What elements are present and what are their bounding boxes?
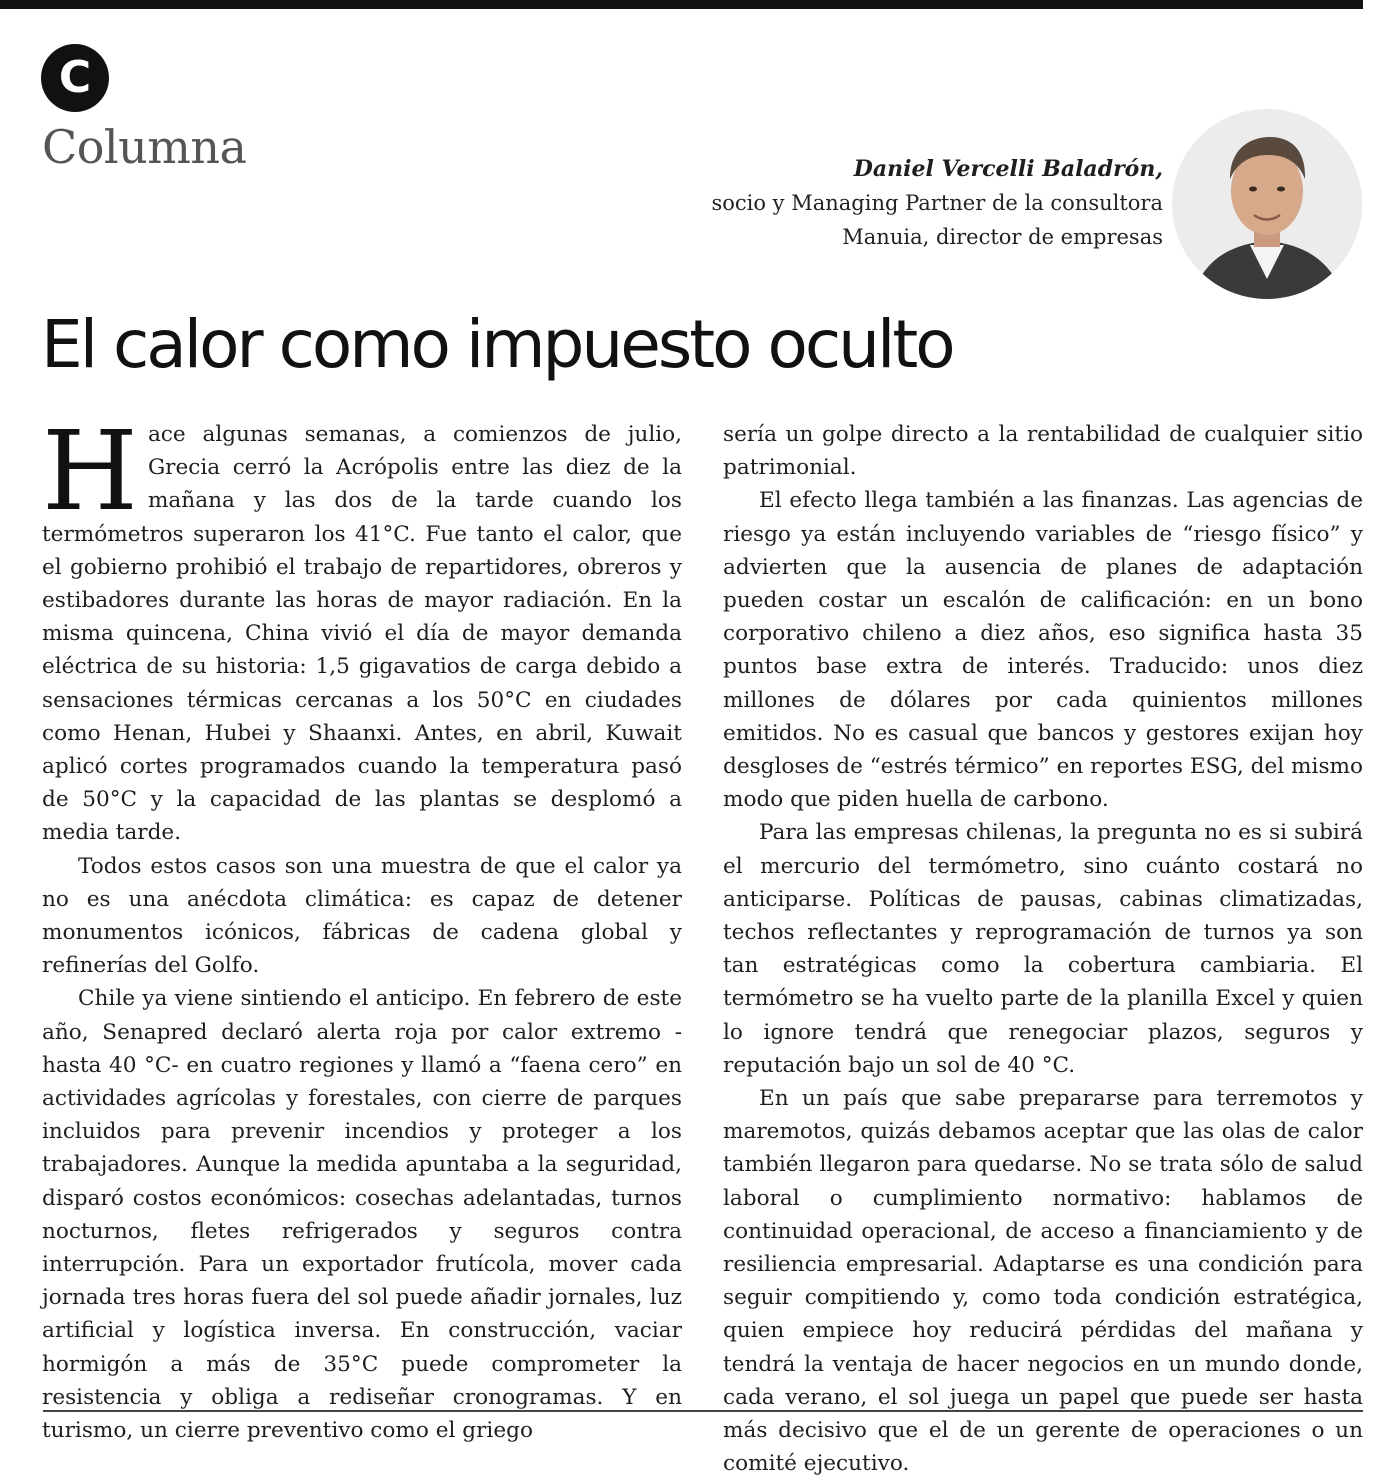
author-role-line1: socio y Managing Partner de la consultora xyxy=(711,191,1163,215)
author-photo xyxy=(1172,109,1362,299)
paragraph-5: Para las empresas chilenas, la pregunta no es si subirá el mercurio del termómetro, sino cuánto costará no anticiparse. Políticas de pausas, cabinas climatizadas, techos reflectantes y reprogramación de turnos ya son tan estratégicas como la cobertura cambiaria. El termómetro se ha vuelto parte de la planilla Excel y quien lo ignore tendrá que renegociar plazos, seguros y reputación bajo un sol de 40 °C. xyxy=(723,820,1363,1078)
article-column-right xyxy=(723,418,1363,1481)
paragraph-1 xyxy=(42,407,682,850)
author-portrait-icon xyxy=(1172,109,1362,299)
drop-cap: H xyxy=(42,407,138,535)
top-rule xyxy=(0,0,1363,9)
paragraph-3: Chile ya viene sintiendo el anticipo. En febrero de este año, Senapred declaró alerta roja por calor extremo -hasta 40 °C- en cuatro regiones y llamó a “faena cero” en actividades agrícolas y forestales, con cierre de parques incluidos para prevenir incendios y proteger a los trabajadores. Aunque la medida apuntaba a la seguridad, disparó costos económicos: cosechas adelantadas, turnos nocturnos, fletes refrigerados y seguros contra interrupción. Para un exportador frutícola, mover cada jornada tres horas fuera del sol puede añadir jornales, luz artificial y logística inversa. En construcción, vaciar hormigón a más de 35°C puede comprometer la resistencia y obliga a rediseñar cronogramas. Y en turismo, un cierre preventivo como el griego xyxy=(42,986,682,1444)
bottom-rule xyxy=(43,1410,1363,1412)
author-byline xyxy=(523,152,1163,254)
section-label: Columna xyxy=(42,120,247,174)
article-column-left xyxy=(42,407,682,1447)
paragraph-4: El efecto llega también a las finanzas. Las agencias de riesgo ya están incluyendo variables de “riesgo físico” y advierten que la ausencia de planes de adaptación pueden costar un escalón de calificación: en un bono corporativo chileno a diez años, eso significa hasta 35 puntos base extra de interés. Traducido: unos diez millones de dólares por cada quinientos millones emitidos. No es casual que bancos y gestores exijan hoy desgloses de “estrés térmico” en reportes ESG, del mismo modo que piden huella de carbono. xyxy=(723,488,1363,813)
paragraph-1-text: ace algunas semanas, a comienzos de julio, Grecia cerró la Acrópolis entre las diez de la mañana y las dos de la tarde cuando los termómetros superaron los 41°C. Fue tanto el calor, que el gobierno prohibió el trabajo de repartidores, obreros y estibadores durante las horas de mayor radiación. En la misma quincena, China vivió el día de mayor demanda eléctrica de su historia: 1,5 gigavatios de carga debido a sensaciones térmicas cercanas a los 50°C en ciudades como Henan, Hubei y Shaanxi. Antes, en abril, Kuwait aplicó cortes programados cuando la temperatura pasó de 50°C y la capacidad de las plantas se desplomó a media tarde. xyxy=(42,422,682,846)
paragraph-6: En un país que sabe prepararse para terremotos y maremotos, quizás debamos aceptar que las olas de calor también llegaron para quedarse. No se trata sólo de salud laboral o cumplimiento normativo: hablamos de continuidad operacional, de acceso a financiamiento y de resiliencia empresarial. Adaptarse es una condición para seguir compitiendo y, como toda condición estratégica, quien empiece hoy reducirá pérdidas del mañana y tendrá la ventaja de hacer negocios en un mundo donde, cada verano, el sol juega un papel que puede ser hasta más decisivo que el de un gerente de operaciones o un comité ejecutivo. xyxy=(723,1086,1363,1477)
paragraph-2: Todos estos casos son una muestra de que el calor ya no es una anécdota climática: es capaz de detener monumentos icónicos, fábricas de cadena global y refinerías del Golfo. xyxy=(42,853,682,979)
author-name: Daniel Vercelli Baladrón, xyxy=(853,156,1163,182)
headline: El calor como impuesto oculto xyxy=(41,306,953,383)
author-role-line2: Manuia, director de empresas xyxy=(842,225,1163,249)
column-logo-icon: C xyxy=(41,44,109,112)
paragraph-3-continued: sería un golpe directo a la rentabilidad de cualquier sitio patrimonial. xyxy=(723,422,1363,481)
